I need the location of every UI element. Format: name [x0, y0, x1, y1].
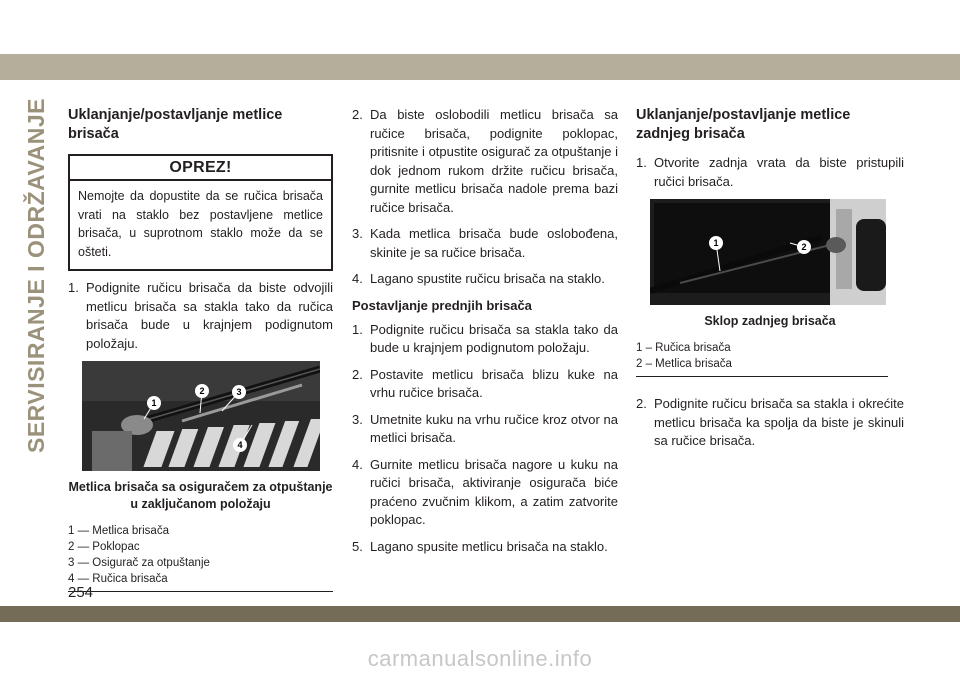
step-number: 2. — [352, 366, 363, 382]
step-item — [352, 366, 618, 403]
step-number: 2. — [352, 107, 363, 122]
figure-callout-3: 3 — [236, 387, 242, 397]
step-text: Podignite ručicu brisača sa stakla tako da bude u krajnjem podignutom položaju. — [370, 321, 618, 355]
step-text: Postavite metlicu brisača blizu kuke na vrhu ručice brisača. — [370, 366, 618, 400]
page-number: 254 — [68, 584, 94, 601]
step-number: 1. — [636, 155, 647, 170]
legend-divider — [636, 376, 888, 377]
column-1 — [68, 106, 333, 592]
legend-item: 4 — Ručica brisača — [68, 573, 168, 585]
step-number: 2. — [636, 396, 647, 411]
rear-steps-part2 — [636, 395, 904, 451]
section-side-label: SERVISIRANJE I ODRŽAVANJE — [23, 97, 50, 453]
subheading-install-front: Postavljanje prednjih brisača — [352, 297, 532, 313]
column-3 — [636, 106, 904, 459]
watermark: carmanualsonline.info — [367, 646, 593, 671]
legend-item: 2 — Poklopac — [68, 541, 140, 553]
rear-wiper-photo — [650, 199, 886, 305]
step-item — [636, 154, 904, 191]
step-text: Lagano spusite metlicu brisača na staklo. — [370, 538, 608, 554]
step-item — [352, 538, 618, 557]
step-item — [352, 225, 618, 262]
legend-divider — [68, 591, 333, 592]
step-number: 3. — [352, 411, 363, 427]
legend-item: 1 — Metlica brisača — [68, 525, 169, 537]
step-item — [352, 411, 618, 448]
section-side-tab — [22, 97, 52, 453]
step-number: 1. — [352, 321, 363, 337]
rear-wiper-figure — [636, 199, 904, 377]
rear-steps-part1 — [636, 154, 904, 191]
front-wiper-figure — [68, 361, 333, 592]
figure-callout-1: 1 — [713, 238, 719, 248]
section-heading-front-wiper: Uklanjanje/postavljanje metlice brisača — [68, 107, 283, 142]
figure-callout-2: 2 — [199, 386, 205, 396]
step-text: Kada metlica brisača bude oslobođena, skinite je sa ručice brisača. — [370, 226, 618, 260]
step-number: 4. — [352, 456, 363, 472]
install-steps — [352, 321, 618, 557]
removal-steps-part1 — [68, 279, 333, 353]
step-item — [68, 279, 333, 353]
step-text: Lagano spustite ručicu brisača na staklo. — [370, 271, 605, 286]
caution-box — [68, 154, 333, 271]
step-text: Gurnite metlicu brisača nagore u kuku na ručici brisača, aktiviranje osigurača biće praćeno zvučnim klikom, a zatim zatvorite poklopac. — [370, 456, 618, 527]
step-text: Da biste oslobodili metlicu brisača sa ručice brisača, podignite poklopac, pritisnite i otpustite osigurač za otpuštanje i dok jednom rukom držite ručicu brisača, gurnite metlicu brisača nadole prema bazi ručice brisača. — [370, 107, 618, 215]
step-number: 4. — [352, 271, 363, 286]
caution-text: Nemojte da dopustite da se ručica brisača vrati na staklo bez postavljene metlice brisača, u suprotnom staklo može da se ošteti. — [78, 189, 323, 259]
step-number: 5. — [352, 538, 363, 554]
section-heading-rear-wiper: Uklanjanje/postavljanje metlice zadnjeg brisača — [636, 107, 851, 142]
step-item — [352, 270, 618, 289]
step-item — [352, 321, 618, 358]
figure-callout-1: 1 — [151, 398, 157, 408]
front-wiper-legend — [68, 523, 333, 587]
legend-item: 3 — Osigurač za otpuštanje — [68, 557, 210, 569]
rear-wiper-legend — [636, 340, 904, 372]
step-number: 3. — [352, 226, 363, 241]
step-text: Umetnite kuku na vrhu ručice kroz otvor na metlici brisača. — [370, 411, 618, 445]
step-item — [352, 456, 618, 530]
legend-item: 2 – Metlica brisača — [636, 358, 732, 370]
step-item — [352, 106, 618, 217]
rear-wiper-caption: Sklop zadnjeg brisača — [704, 314, 836, 328]
column-2 — [352, 106, 618, 564]
figure-callout-4: 4 — [237, 440, 243, 450]
front-wiper-photo — [82, 361, 320, 471]
removal-steps-part2 — [352, 106, 618, 289]
front-wiper-caption: Metlica brisača sa osiguračem za otpuštanje u zaključanom položaju — [68, 480, 333, 511]
footer-band — [0, 606, 960, 622]
figure-callout-2: 2 — [801, 242, 807, 252]
step-number: 1. — [68, 280, 79, 295]
header-band — [0, 54, 960, 80]
caution-title: OPREZ! — [70, 156, 331, 181]
step-text: Podignite ručicu brisača sa stakla i okrećite metlicu brisača ka spolja da biste je skinuli sa ručice brisača. — [654, 396, 904, 448]
step-text: Podignite ručicu brisača da biste odvojili metlicu brisača sa stakla tako da ručica brisača bude u krajnjem podignutom položaju. — [86, 280, 333, 351]
step-item — [636, 395, 904, 451]
legend-item: 1 – Ručica brisača — [636, 342, 731, 354]
step-text: Otvorite zadnja vrata da biste pristupili ručici brisača. — [654, 155, 904, 189]
